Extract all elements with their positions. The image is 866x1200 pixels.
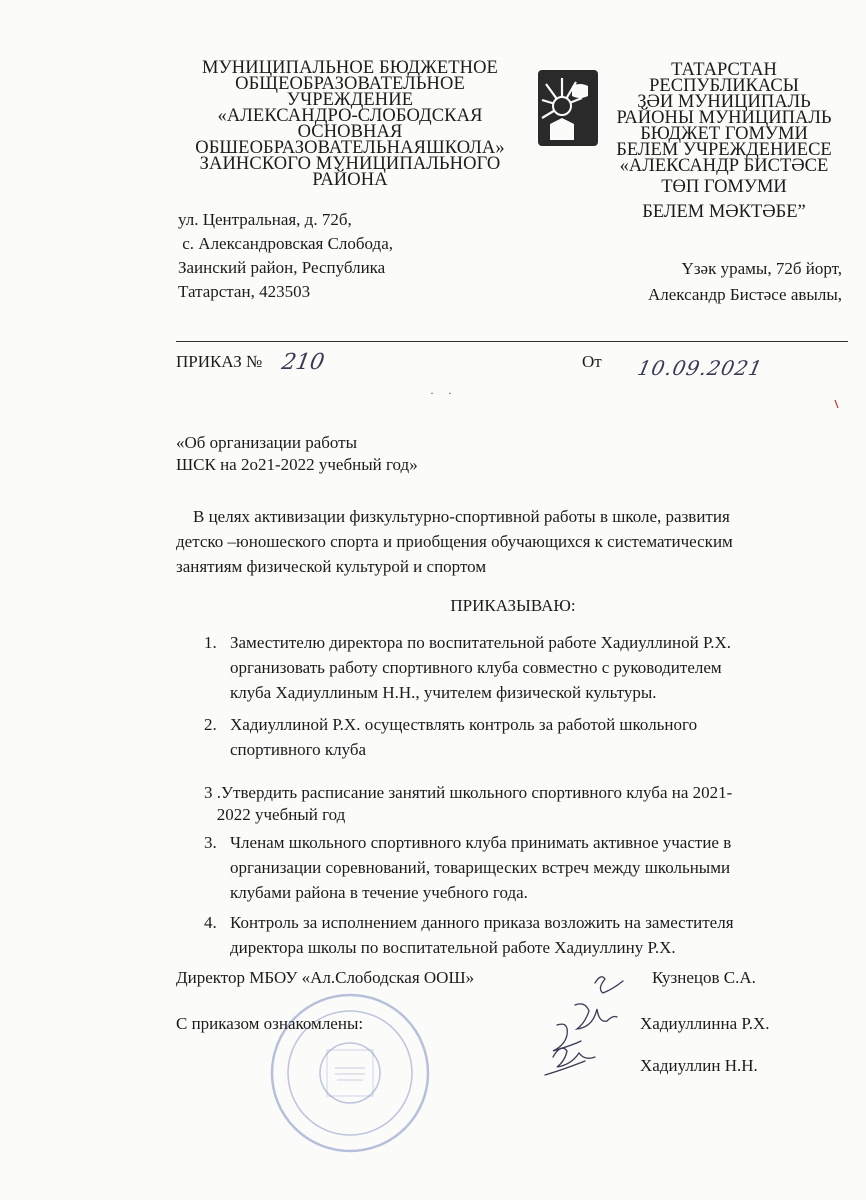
intro-paragraph	[176, 504, 848, 579]
header-line: ТАТАРСТАН	[671, 60, 777, 80]
item-line: клубами района в течение учебного года.	[230, 883, 528, 902]
address-line: с. Александровская Слобода,	[178, 234, 393, 253]
item-line: 2022 учебный год	[204, 805, 346, 824]
item-line: директора школы по воспитательной работе Хадиуллину Р.Х.	[230, 938, 676, 957]
header-line: ЗАИНСКОГО МУНИЦИПАЛЬНОГО	[199, 154, 501, 174]
item-number: 4.	[204, 913, 217, 932]
header-line: РАЙОНЫ МУНИЦИПАЛЬ	[616, 108, 832, 128]
item-line: клуба Хадиуллиным Н.Н., учителем физической культуры.	[230, 683, 657, 702]
school-name-russian	[160, 60, 540, 188]
header-line: РЕСПУБЛИКАСЫ	[649, 76, 799, 96]
order-heading: ПРИКАЗЫВАЮ:	[450, 596, 576, 615]
item-line: Заместителю директора по воспитательной работе Хадиуллиной Р.Х.	[230, 633, 732, 652]
school-name-tatar	[598, 62, 850, 224]
address-tatar	[648, 256, 842, 308]
header-line: БЕЛЕМ МӘКТӘБЕ”	[642, 202, 806, 222]
handwritten-signatures-icon	[535, 965, 645, 1085]
header-line: «АЛЕКСАНДР БИСТӘСЕ	[619, 156, 829, 176]
header-line: РАЙОНА	[312, 170, 388, 190]
address-line: Татарстан, 423503	[178, 282, 311, 301]
item-line: Контроль за исполнением данного приказа возложить на заместителя	[230, 913, 734, 932]
red-pen-mark-icon	[834, 400, 840, 408]
item-number: 1.	[204, 633, 217, 652]
intro-line: В целях активизации физкультурно-спортивной работы в школе, развития	[176, 507, 730, 526]
header-line: ОБЩЕОБРАЗОВАТЕЛЬНОЕ	[235, 74, 465, 94]
item-number: 2.	[204, 715, 217, 734]
date-label: От	[582, 352, 602, 371]
intro-line: занятиям физической культурой и спортом	[176, 557, 487, 576]
address-line: ул. Центральная, д. 72б,	[178, 210, 352, 229]
order-title	[176, 432, 418, 476]
header-line: ЗӘИ МУНИЦИПАЛЬ	[637, 92, 811, 112]
header-divider	[176, 341, 848, 342]
address-line: Александр Бистәсе авылы,	[647, 285, 842, 304]
order-number: 210	[279, 350, 327, 375]
item-line: Членам школьного спортивного клуба принимать активное участие в	[230, 833, 732, 852]
acknowledgement-label: С приказом ознакомлены:	[176, 1014, 364, 1033]
header-line: ОБШЕОБРАЗОВАТЕЛЬНАЯШКОЛА»	[195, 138, 505, 158]
item-line: 3 .Утвердить расписание занятий школьного спортивного клуба на 2021-	[204, 783, 733, 802]
header-line: ОСНОВНАЯ	[297, 122, 403, 142]
list-item-extra	[204, 782, 732, 826]
header-line: ТӨП ГОМУМИ	[661, 177, 787, 197]
district-emblem-icon	[536, 68, 600, 148]
address-line: Заинский район, Республика	[178, 258, 386, 277]
title-line: ШСК на 2о21-2022 учебный год»	[176, 455, 418, 474]
header-line: «АЛЕКСАНДРО-СЛОБОДСКАЯ	[217, 106, 483, 126]
item-line: организовать работу спортивного клуба совместно с руководителем	[230, 658, 722, 677]
director-name: Кузнецов С.А.	[652, 968, 756, 987]
item-line: Хадиуллиной Р.Х. осуществлять контроль за работой школьного	[230, 715, 698, 734]
address-line: Үзәк урамы, 72б йорт,	[681, 259, 842, 278]
header-line: МУНИЦИПАЛЬНОЕ БЮДЖЕТНОЕ	[202, 58, 498, 78]
scan-dots: ··	[430, 386, 466, 400]
acknowledged-name: Хадиуллинна Р.Х.	[640, 1014, 770, 1033]
item-number: 3.	[204, 833, 217, 852]
item-line: спортивного клуба	[230, 740, 367, 759]
order-date: 10.09.2021	[635, 356, 766, 380]
header-line: БЮДЖЕТ ГОМУМИ	[640, 124, 808, 144]
header-line: УЧРЕЖДЕНИЕ	[286, 90, 414, 110]
title-line: «Об организации работы	[176, 433, 358, 452]
order-label: ПРИКАЗ №	[176, 352, 263, 371]
intro-line: детско –юношеского спорта и приобщения обучающихся к систематическим	[176, 532, 733, 551]
item-line: организации соревнований, товарищеских встреч между школьными	[230, 858, 731, 877]
header-line: БЕЛЕМ УЧРЕЖДЕНИЕСЕ	[616, 140, 832, 160]
director-signature-label: Директор МБОУ «Ал.Слободская ООШ»	[176, 968, 475, 987]
acknowledged-name: Хадиуллин Н.Н.	[640, 1056, 758, 1075]
address-russian	[178, 208, 393, 304]
